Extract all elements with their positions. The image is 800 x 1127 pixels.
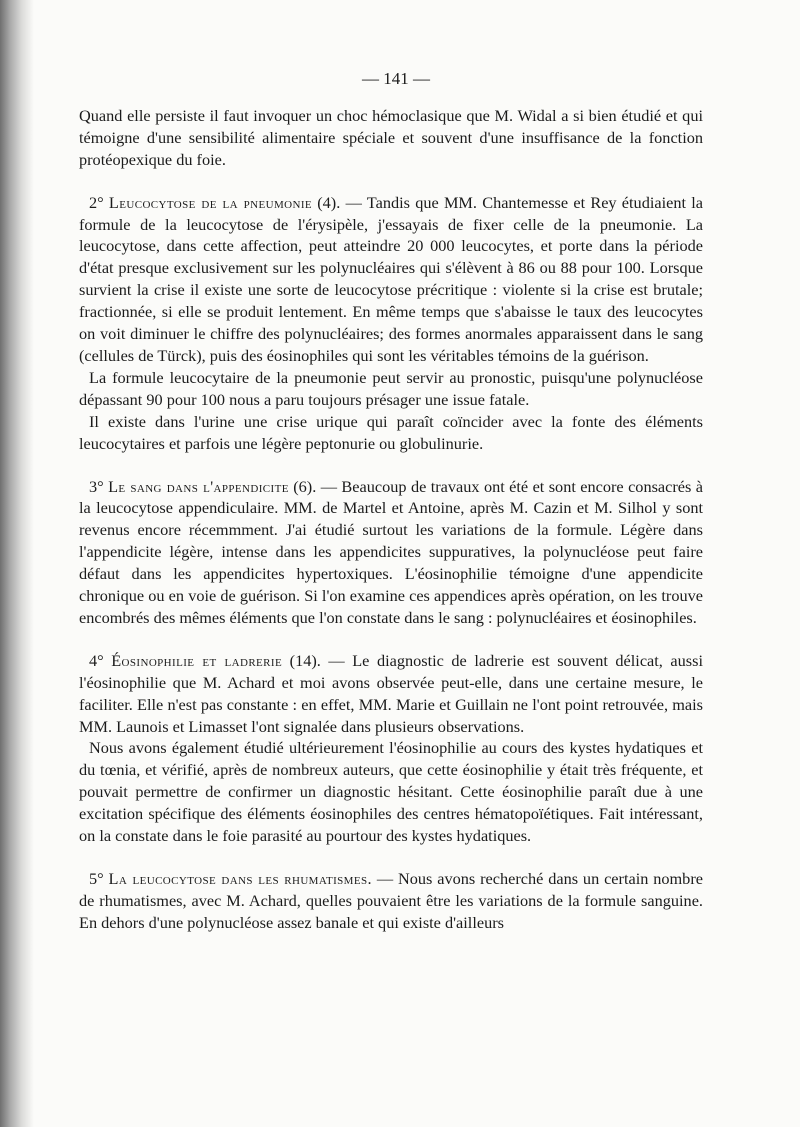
section-2-pneumonia (79, 192, 703, 367)
section-4-paragraph-2: Nous avons également étudié ultérieurement l'éosinophilie au cours des kystes hydatiques et du tœnia, et vérifié, après de nombreux auteurs, que cette éosinophilie y était très fréquente, et pouvait permettre de confirmer un diagnostic hésitant. Cette éosinophilie paraît due à une excitation spécifique des éléments éosinophiles des centres hématopoïétiques. Fait intéressant, on la constate dans le foie parasité au pourtour des kystes hydatiques. (79, 738, 703, 846)
section-2-paragraph-2: La formule leucocytaire de la pneumonie peut servir au pronostic, puisqu'une polynucléose dépassant 90 pour 100 nous a paru toujours présager une issue fatale. (79, 367, 703, 409)
scan-shadow-edge (0, 0, 34, 1127)
section-4-ref: (14). (289, 650, 321, 670)
section-2-ref: (4). (317, 192, 341, 212)
section-5-number: 5° (89, 869, 104, 888)
section-2-text: — Tandis que MM. Chantemesse et Rey étudiaient la formule de la leucocytose de l'érysipèle, j'essayais de fixer celle de la pneumonie. La leucocytose, dans cette affection, peut atteindre 20 000 leucocytes, et porte dans la période d'état presque exclusivement sur les polynucléaires qui s'élèvent à 86 ou 88 pour 100. Lorsque survient la crise il existe une sorte de leucocytose précritique : violente si la crise est brutale; fractionnée, si elle se produit lentement. En même temps que s'abaisse le taux des leucocytes on voit diminuer le chiffre des polynucléaires; des formes anormales apparaissent dans le sang (cellules de Türck), puis des éosinophiles qui sont les véritables témoins de la guérison. (79, 192, 703, 365)
section-2-number: 2° (89, 192, 104, 212)
section-2-paragraph-3: Il existe dans l'urine une crise urique qui paraît coïncider avec la fonte des éléments leucocytaires et parfois une légère peptonurie ou globulinurie. (79, 411, 703, 453)
section-3-ref: (6). (293, 476, 317, 496)
section-5-text: — Nous avons recherché dans un certain nombre de rhumatismes, avec M. Achard, quelles pouvaient être les variations de la formule sanguine. En dehors d'une polynucléose assez banale et qui existe d'ailleurs (79, 869, 703, 932)
document-page (79, 68, 703, 934)
section-4-title: Éosinophilie et ladrerie (111, 650, 283, 670)
paragraph-intro: Quand elle persiste il faut invoquer un choc hémoclasique que M. Widal a si bien étudié et qui témoigne d'une sensibilité alimentaire spéciale et souvent d'une insuffisance de la fonction protéopexique du foie. (79, 105, 703, 169)
section-4-text: — Le diagnostic de ladrerie est souvent délicat, aussi l'éosinophilie que M. Achard et moi avons observée peut-elle, dans une certaine mesure, le faciliter. Elle n'est pas constante : en effet, MM. Marie et Guillain ne l'ont point retrouvée, mais MM. Launois et Limasset l'ont signalée dans plusieurs observations. (79, 650, 703, 736)
section-5-rheumatism (79, 868, 703, 934)
section-3-title: Le sang dans l'appendicite (108, 476, 289, 496)
section-3-appendicitis (79, 476, 703, 629)
section-5-title: La leucocytose dans les rhumatismes. (108, 869, 372, 888)
section-2-title: Leucocytose de la pneumonie (108, 192, 312, 212)
section-4-number: 4° (89, 650, 104, 670)
page-number: — 141 — (362, 69, 430, 88)
section-3-text: — Beaucoup de travaux ont été et sont encore consacrés à la leucocytose appendiculaire. MM. de Martel et Antoine, après M. Cazin et M. Silhol y sont revenus encore récemmment. J'ai étudié surtout les variations de la formule. Légère dans l'appendicite légère, intense dans les appendicites suppuratives, la polynucléose peut faire défaut dans les appendicites hypertoxiques. L'éosinophilie témoigne d'une appendicite chronique ou en voie de guérison. Si l'on examine ces appendices après opération, on les trouve encombrés des mêmes éléments que l'on constate dans le sang : polynucléaires et éosinophiles. (79, 476, 703, 627)
section-3-number: 3° (89, 476, 104, 496)
section-4-eosinophilia (79, 650, 703, 738)
